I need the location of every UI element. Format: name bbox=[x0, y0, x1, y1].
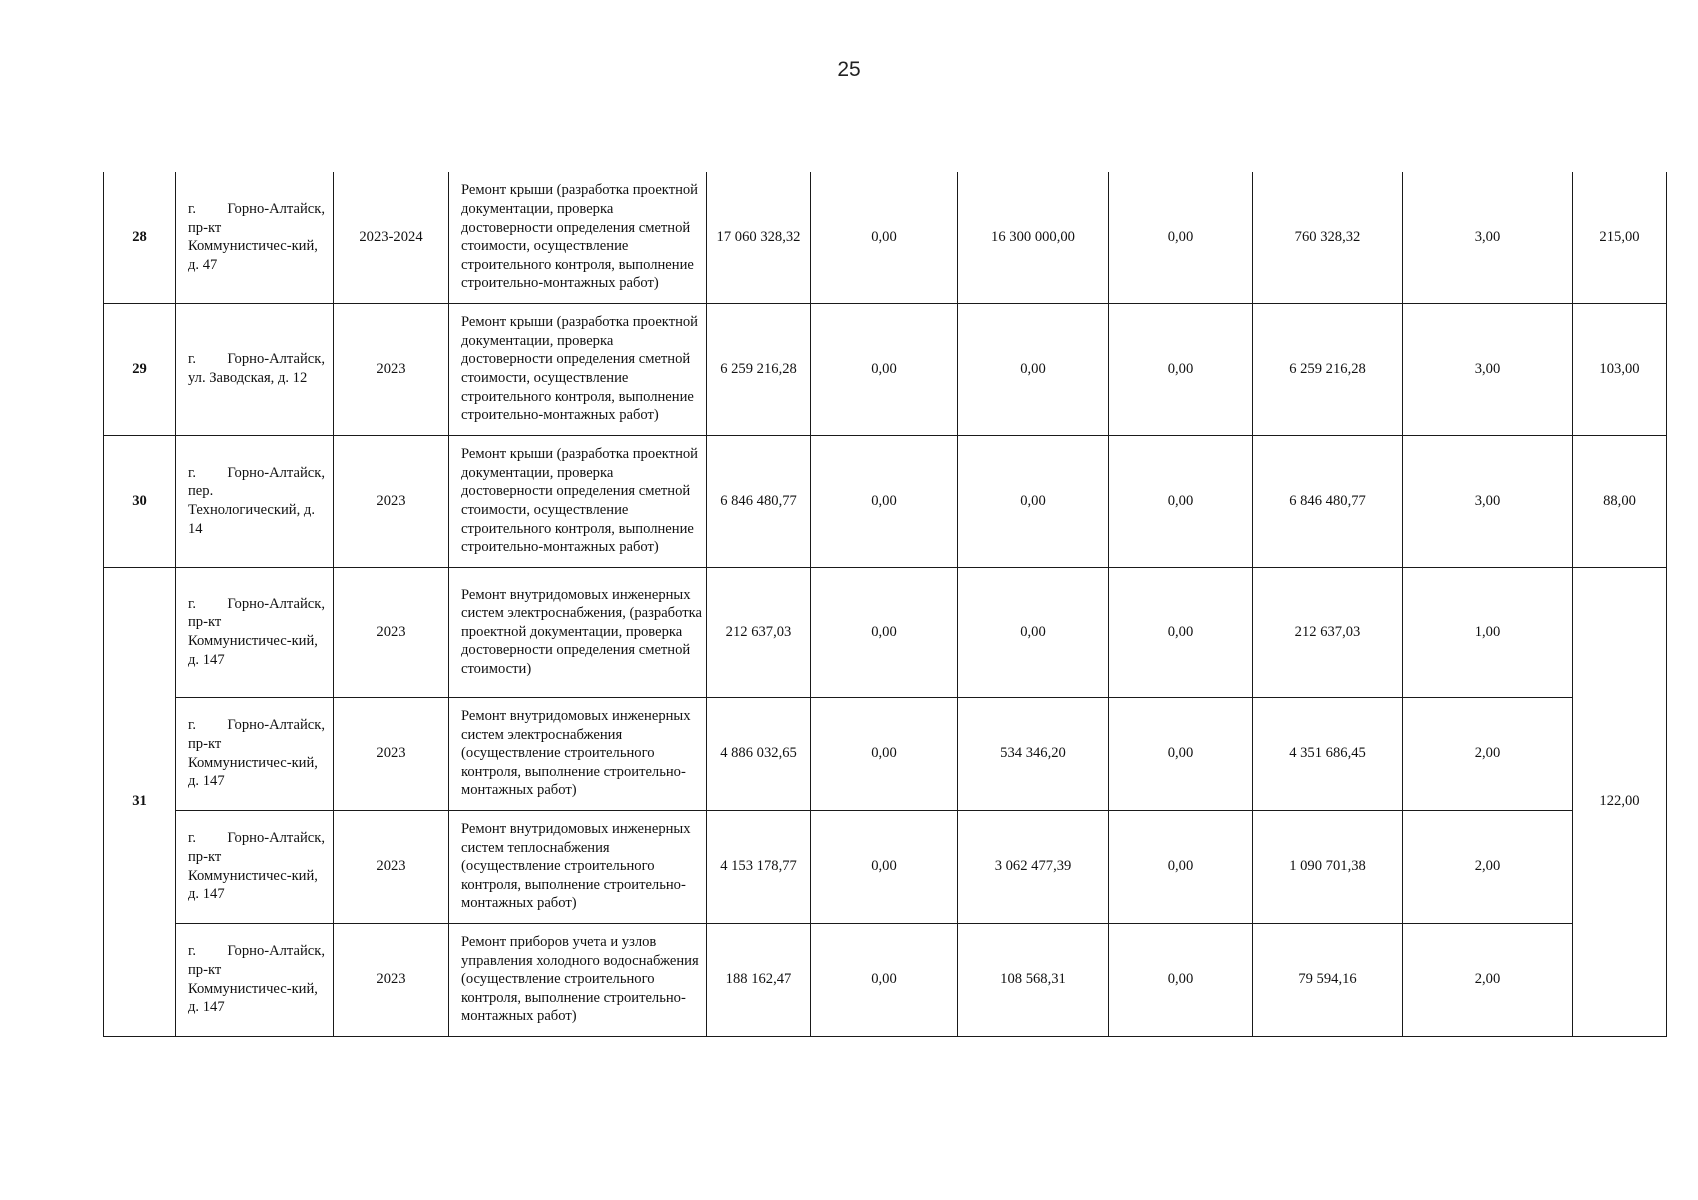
address-city: г. Горно-Алтайск, bbox=[188, 201, 325, 218]
funding-cell-d: 760 328,32 bbox=[1253, 172, 1403, 303]
funding-cell-e: 3,00 bbox=[1403, 435, 1573, 567]
period-cell: 2023 bbox=[334, 303, 449, 435]
funding-cell-a: 0,00 bbox=[811, 435, 958, 567]
address-street: пр-кт Коммунистичес-кий, д. 147 bbox=[188, 961, 318, 1016]
work-description-cell: Ремонт крыши (разработка проектной документации, проверка достоверности определения сметной стоимости, осуществление строительного контроля, выполнение строительно-монтажных работ) bbox=[449, 435, 707, 567]
funding-cell-c: 0,00 bbox=[1109, 810, 1253, 923]
row-number: 29 bbox=[104, 303, 176, 435]
group-total-cell: 103,00 bbox=[1573, 303, 1667, 435]
funding-cell-b: 16 300 000,00 bbox=[958, 172, 1109, 303]
work-description-cell: Ремонт внутридомовых инженерных систем электроснабжения (осуществление строительного контроля, выполнение строительно-монтажных работ) bbox=[449, 697, 707, 810]
total-cost-cell: 17 060 328,32 bbox=[707, 172, 811, 303]
address-street: пр-кт Коммунистичес-кий, д. 147 bbox=[188, 848, 318, 903]
funding-cell-e: 2,00 bbox=[1403, 923, 1573, 1036]
work-description-cell: Ремонт внутридомовых инженерных систем теплоснабжения (осуществление строительного контроля, выполнение строительно-монтажных работ) bbox=[449, 810, 707, 923]
address-cell bbox=[176, 810, 334, 923]
period-cell: 2023 bbox=[334, 810, 449, 923]
address-street: пр-кт Коммунистичес-кий, д. 47 bbox=[188, 219, 318, 273]
total-cost-cell: 4 886 032,65 bbox=[707, 697, 811, 810]
funding-cell-d: 4 351 686,45 bbox=[1253, 697, 1403, 810]
funding-cell-c: 0,00 bbox=[1109, 435, 1253, 567]
table-row bbox=[104, 303, 1667, 435]
funding-cell-a: 0,00 bbox=[811, 923, 958, 1036]
funding-cell-b: 0,00 bbox=[958, 303, 1109, 435]
funding-cell-a: 0,00 bbox=[811, 697, 958, 810]
address-city: г. Горно-Алтайск, bbox=[188, 943, 325, 960]
period-cell: 2023-2024 bbox=[334, 172, 449, 303]
total-cost-cell: 6 259 216,28 bbox=[707, 303, 811, 435]
funding-cell-d: 1 090 701,38 bbox=[1253, 810, 1403, 923]
funding-cell-b: 0,00 bbox=[958, 435, 1109, 567]
table-row bbox=[104, 172, 1667, 303]
address-city: г. Горно-Алтайск, bbox=[188, 464, 325, 481]
funding-cell-e: 3,00 bbox=[1403, 172, 1573, 303]
funding-cell-c: 0,00 bbox=[1109, 303, 1253, 435]
address-city: г. Горно-Алтайск, bbox=[188, 595, 325, 612]
address-cell bbox=[176, 435, 334, 567]
work-description-cell: Ремонт крыши (разработка проектной документации, проверка достоверности определения сметной стоимости, осуществление строительного контроля, выполнение строительно-монтажных работ) bbox=[449, 303, 707, 435]
table-row bbox=[104, 923, 1667, 1036]
row-number: 30 bbox=[104, 435, 176, 567]
work-description-cell: Ремонт крыши (разработка проектной документации, проверка достоверности определения сметной стоимости, осуществление строительного контроля, выполнение строительно-монтажных работ) bbox=[449, 172, 707, 303]
funding-cell-a: 0,00 bbox=[811, 567, 958, 697]
row-number: 31 bbox=[104, 567, 176, 1036]
address-cell bbox=[176, 923, 334, 1036]
funding-cell-e: 1,00 bbox=[1403, 567, 1573, 697]
address-street: пр-кт Коммунистичес-кий, д. 147 bbox=[188, 614, 318, 668]
table-row bbox=[104, 697, 1667, 810]
funding-cell-e: 2,00 bbox=[1403, 697, 1573, 810]
total-cost-cell: 6 846 480,77 bbox=[707, 435, 811, 567]
funding-cell-d: 6 846 480,77 bbox=[1253, 435, 1403, 567]
group-total-cell: 88,00 bbox=[1573, 435, 1667, 567]
address-cell bbox=[176, 567, 334, 697]
total-cost-cell: 4 153 178,77 bbox=[707, 810, 811, 923]
address-city: г. Горно-Алтайск, bbox=[188, 351, 325, 368]
funding-cell-c: 0,00 bbox=[1109, 923, 1253, 1036]
period-cell: 2023 bbox=[334, 435, 449, 567]
repair-program-table bbox=[103, 172, 1667, 1037]
address-cell bbox=[176, 172, 334, 303]
work-description-cell: Ремонт приборов учета и узлов управления холодного водоснабжения (осуществление строительного контроля, выполнение строительно-монтажных работ) bbox=[449, 923, 707, 1036]
funding-cell-b: 534 346,20 bbox=[958, 697, 1109, 810]
address-street: пер. Технологический, д. 14 bbox=[188, 483, 315, 537]
period-cell: 2023 bbox=[334, 567, 449, 697]
funding-cell-d: 212 637,03 bbox=[1253, 567, 1403, 697]
table-row bbox=[104, 810, 1667, 923]
address-cell bbox=[176, 697, 334, 810]
address-street: ул. Заводская, д. 12 bbox=[188, 370, 308, 386]
address-cell bbox=[176, 303, 334, 435]
address-city: г. Горно-Алтайск, bbox=[188, 717, 325, 734]
work-description-cell: Ремонт внутридомовых инженерных систем электроснабжения, (разработка проектной документации, проверка достоверности определения сметной стоимости) bbox=[449, 567, 707, 697]
row-number: 28 bbox=[104, 172, 176, 303]
funding-cell-c: 0,00 bbox=[1109, 697, 1253, 810]
funding-cell-a: 0,00 bbox=[811, 810, 958, 923]
funding-cell-b: 108 568,31 bbox=[958, 923, 1109, 1036]
total-cost-cell: 212 637,03 bbox=[707, 567, 811, 697]
period-cell: 2023 bbox=[334, 923, 449, 1036]
group-total-cell: 215,00 bbox=[1573, 172, 1667, 303]
table-row bbox=[104, 567, 1667, 697]
funding-cell-e: 2,00 bbox=[1403, 810, 1573, 923]
funding-cell-c: 0,00 bbox=[1109, 172, 1253, 303]
address-city: г. Горно-Алтайск, bbox=[188, 830, 325, 847]
funding-cell-b: 0,00 bbox=[958, 567, 1109, 697]
funding-cell-e: 3,00 bbox=[1403, 303, 1573, 435]
group-total-cell: 122,00 bbox=[1573, 567, 1667, 1036]
address-street: пр-кт Коммунистичес-кий, д. 147 bbox=[188, 735, 318, 790]
funding-cell-a: 0,00 bbox=[811, 172, 958, 303]
funding-cell-d: 6 259 216,28 bbox=[1253, 303, 1403, 435]
page-number: 25 bbox=[837, 58, 861, 81]
funding-cell-a: 0,00 bbox=[811, 303, 958, 435]
funding-cell-c: 0,00 bbox=[1109, 567, 1253, 697]
funding-cell-b: 3 062 477,39 bbox=[958, 810, 1109, 923]
total-cost-cell: 188 162,47 bbox=[707, 923, 811, 1036]
table-row bbox=[104, 435, 1667, 567]
funding-cell-d: 79 594,16 bbox=[1253, 923, 1403, 1036]
period-cell: 2023 bbox=[334, 697, 449, 810]
